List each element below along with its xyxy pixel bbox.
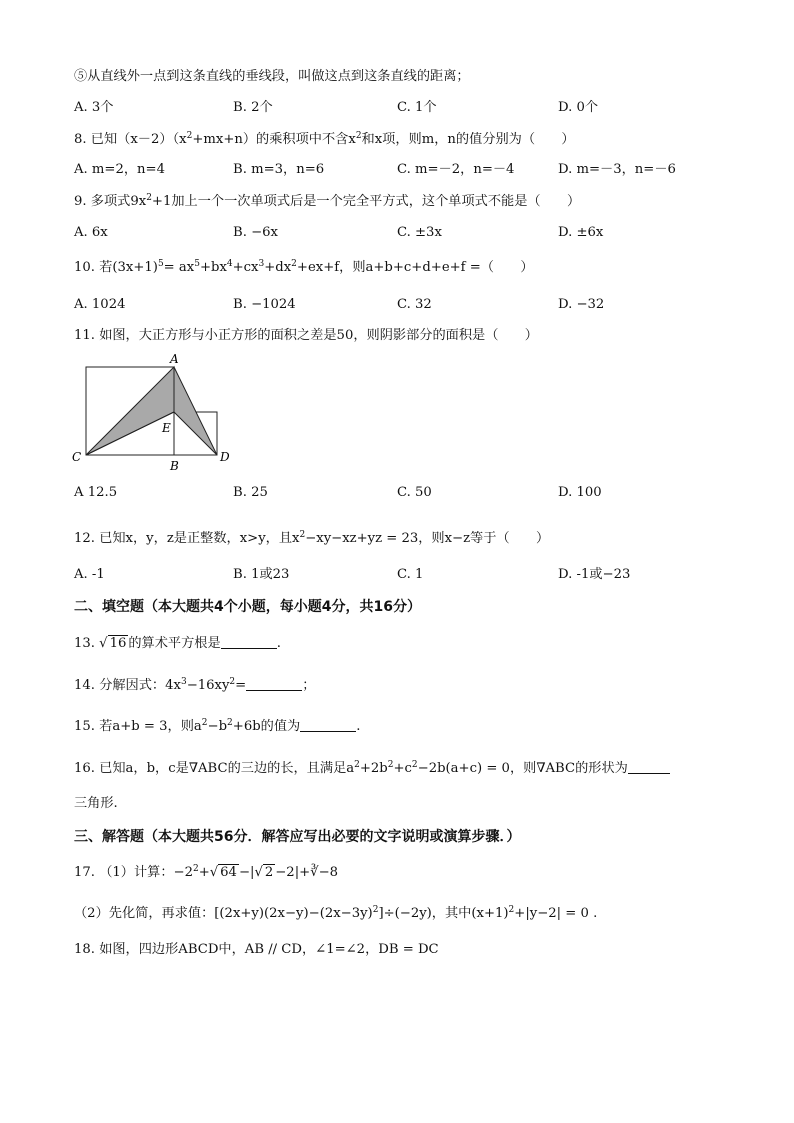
label-b: B: [170, 459, 179, 473]
q9-option-a: A. 6x: [74, 225, 108, 240]
section-2-heading: 二、填空题（本大题共4个小题，每小题4分，共16分）: [74, 599, 421, 615]
q11-option-c: C. 50: [397, 485, 432, 500]
q7-option-c: C. 1个: [397, 100, 437, 115]
q11-option-d: D. 100: [558, 485, 602, 500]
q10-option-c: C. 32: [397, 297, 432, 312]
label-c: C: [72, 450, 82, 464]
question-16: 16. 已知a，b，c是∇ABC的三边的长，且满足$a^2+2b^2+c^2-2b(a+c) = 0$，则∇ABC的形状为: [74, 760, 670, 778]
q10-option-d: D. −32: [558, 297, 605, 312]
question-13: 13. √ 16 的算术平方根是 .: [74, 636, 281, 651]
q7-option-a: A. 3个: [74, 100, 114, 115]
question-16-line-2: 三角形.: [74, 796, 118, 811]
q9-option-b: B. −6x: [233, 225, 278, 240]
shaded-triangle-right: [174, 367, 217, 455]
label-d: D: [220, 450, 230, 464]
q10-option-b: B. −1024: [233, 297, 296, 312]
q12-option-b: B. 1或23: [233, 567, 290, 582]
q11-option-a: A 12.5: [74, 485, 118, 500]
question-17-part-1: 17. （1）计算：$-2^2+√$ 64 −|√ 2 −2|+∛−8: [74, 864, 339, 880]
q8-option-b: B. m=3，n=6: [233, 162, 325, 177]
q8-option-a: A. m=2，n=4: [74, 162, 165, 177]
question-8: 8. 已知$(x-2)(x^2+mx+n)$的乘积项中不含$x^2$和x项，则m，n的值分别为（ ）: [74, 131, 575, 147]
q11-figure: [70, 350, 240, 475]
q8-option-c: C. m=－2，n=－4: [397, 162, 515, 177]
q12-option-d: D. -1或−23: [558, 567, 631, 582]
question-12: 12. 已知x，y，z是正整数，x>y，且$x^2-xy-xz+yz = 23$，则x−z等于（ ）: [74, 530, 550, 546]
q10-option-a: A. 1024: [74, 297, 126, 312]
question-10: 10. 若$(3x+1)^5= ax^5+bx^4+cx^3+dx^2+ex+f$，则a+b+c+d+e+f =（ ）: [74, 259, 534, 275]
q9-option-c: C. ±3x: [397, 225, 442, 240]
q8-option-d: D. m=－3，n=－6: [558, 162, 676, 177]
question-9: 9. 多项式$9x^2+1$加上一个一次单项式后是一个完全平方式，这个单项式不能是（ ）: [74, 193, 581, 209]
question-11: 11. 如图，大正方形与小正方形的面积之差是50，则阴影部分的面积是（ ）: [74, 328, 538, 343]
question-14: 14. 分解因式：$4x^3-16xy^2=$ ；: [74, 677, 316, 693]
q11-option-b: B. 25: [233, 485, 268, 500]
question-15: 15. 若a+b = 3，则$a^2-b^2+6b$的值为 .: [74, 718, 361, 734]
q12-option-a: A. -1: [74, 567, 105, 582]
section-3-heading: 三、解答题（本大题共56分．解答应写出必要的文字说明或演算步骤．）: [74, 829, 521, 845]
q9-option-d: D. ±6x: [558, 225, 604, 240]
label-e: E: [162, 421, 171, 435]
q7-option-d: D. 0个: [558, 100, 599, 115]
q7-option-b: B. 2个: [233, 100, 273, 115]
question-17-part-2: （2）先化简，再求值：$[(2x+y)(2x-y)-(2x-3y)^2]\div(-2y)$，其中$(x+1)^2+|y-2| = 0$ .: [74, 905, 598, 921]
question-18: 18. 如图，四边形ABCD中，AB // CD，∠1=∠2，DB = DC: [74, 942, 439, 957]
question-7-statement-5: ⑤从直线外一点到这条直线的垂线段，叫做这点到这条直线的距离；: [74, 69, 470, 84]
q12-option-c: C. 1: [397, 567, 424, 582]
shaded-triangle-left: [86, 367, 174, 455]
label-a: A: [170, 352, 179, 366]
